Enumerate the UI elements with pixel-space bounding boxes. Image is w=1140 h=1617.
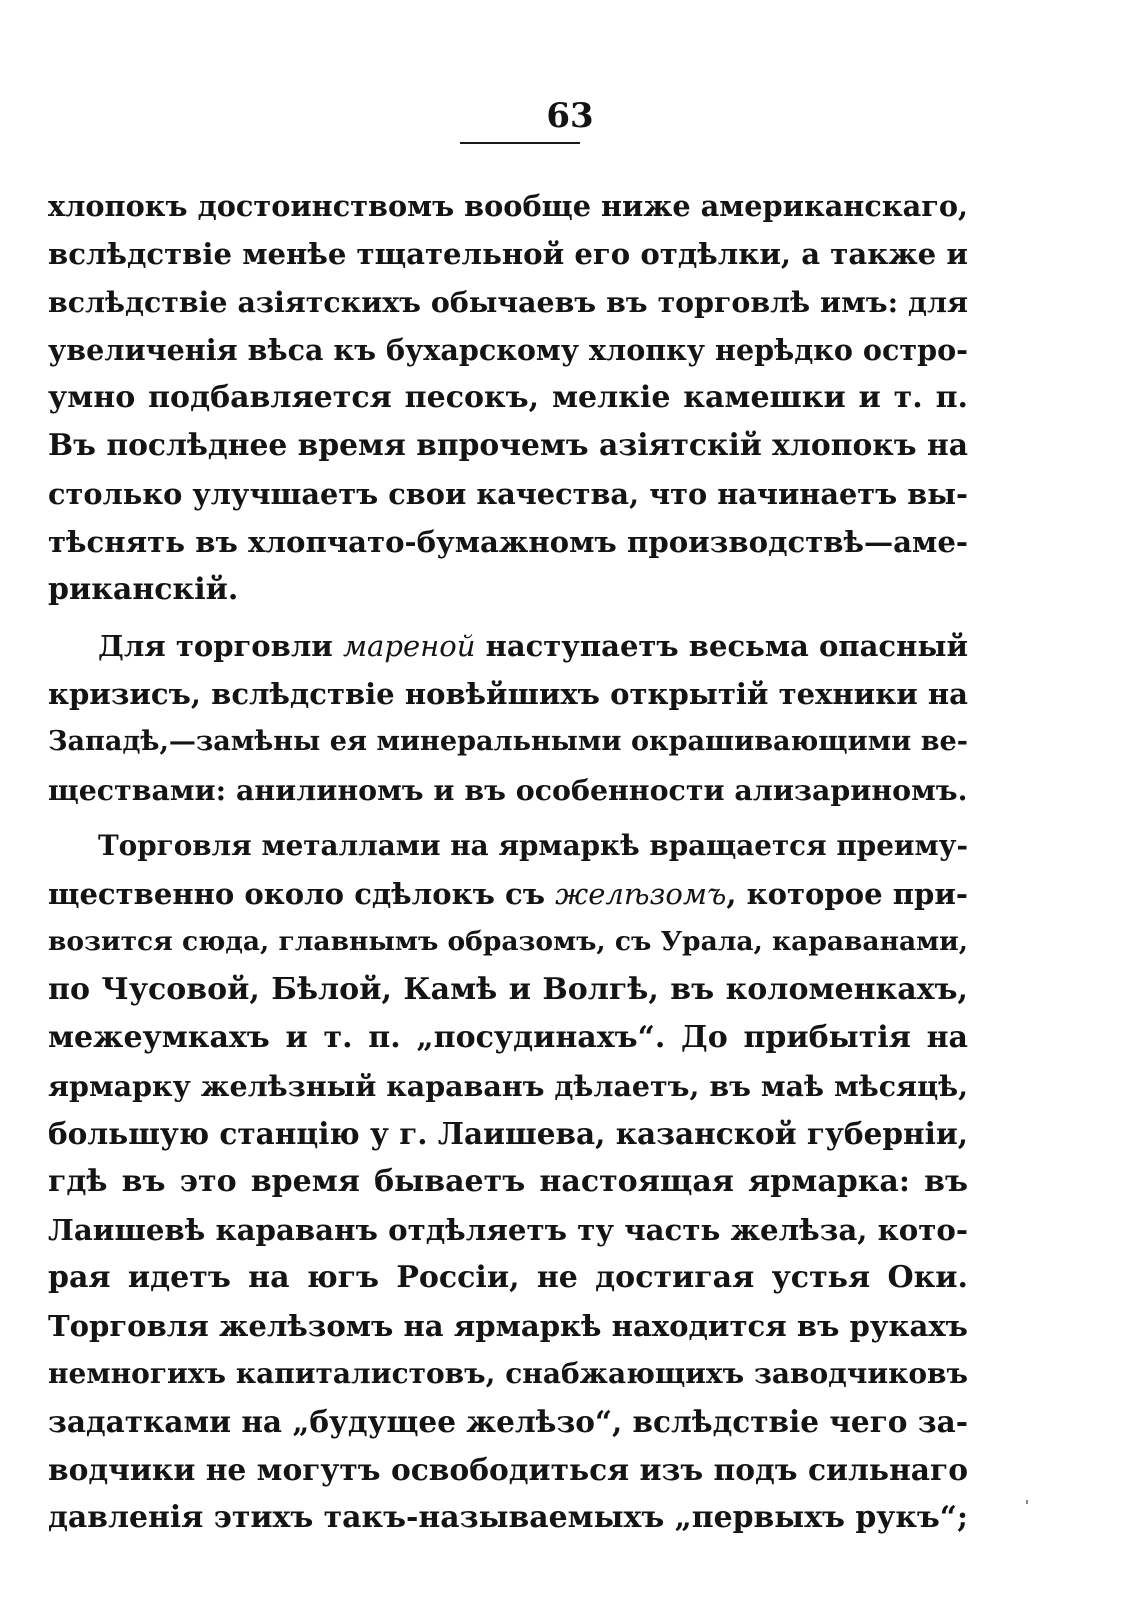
body-text — [48, 182, 968, 1542]
line-text: , которое при- — [726, 877, 968, 911]
text-line: ществами: анилиномъ и въ особенности ализариномъ. — [48, 773, 968, 807]
text-line: задатками на „будущее желѣзо“, вслѣдствіе чего за- — [48, 1404, 968, 1439]
text-line: тѣснять въ хлопчато-бумажномъ производствѣ—аме- — [48, 525, 968, 559]
text-line-paragraph-metals: Торговля металлами на ярмаркѣ вращается преиму- — [98, 829, 968, 862]
text-line: рая идетъ на югъ Россіи, не достигая устья Оки. — [48, 1260, 968, 1295]
text-line: кризисъ, вслѣдствіе новѣйшихъ открытій техники на — [48, 677, 968, 711]
page-number: 63 — [546, 96, 594, 136]
text-line: немногихъ капиталистовъ, снабжающихъ заводчиковъ — [48, 1357, 968, 1390]
text-line: давленія этихъ такъ-называемыхъ „первыхъ рукъ“; — [48, 1500, 968, 1535]
scan-speck — [1026, 1500, 1028, 1504]
text-line: Въ послѣднее время впрочемъ азіятскій хлопокъ на — [48, 428, 968, 463]
text-line: межеумкахъ и т. п. „посудинахъ“. До прибытія на — [48, 1020, 968, 1055]
text-line: возится сюда, главнымъ образомъ, съ Урала, караванами, — [48, 926, 968, 957]
text-line-paragraph-madder — [48, 622, 968, 670]
text-line: увеличенія вѣса къ бухарскому хлопку нерѣдко остро- — [48, 333, 968, 367]
text-line: большую станцію у г. Лаишева, казанской губерніи, — [48, 1116, 968, 1151]
page-number-rule — [460, 142, 580, 144]
text-line: Западѣ,—замѣны ея минеральными окрашивающими ве- — [48, 726, 968, 757]
line-text: наступаетъ весьма опасный — [475, 629, 968, 663]
text-line: по Чусовой, Бѣлой, Камѣ и Волгѣ, въ коломенкахъ, — [48, 972, 968, 1007]
text-line: столько улучшаетъ свои качества, что начинаетъ вы- — [48, 477, 968, 511]
text-line: вслѣдствіе азіятскихъ обычаевъ въ торговлѣ имъ: для — [48, 285, 968, 319]
text-line: водчики не могутъ освободиться изъ подъ сильнаго — [48, 1452, 968, 1487]
text-line: хлопокъ достоинствомъ вообще ниже американскаго, — [48, 189, 968, 223]
text-line: умно подбавляется песокъ, мелкіе камешки и т. п. — [48, 380, 968, 415]
italic-term-madder: мареной — [342, 629, 476, 663]
text-line: риканскій. — [48, 572, 239, 607]
text-line: ярмарку желѣзный караванъ дѣлаетъ, въ маѣ мѣсяцѣ, — [48, 1069, 968, 1103]
italic-term-iron: желѣзомъ — [555, 877, 727, 911]
text-line: Лаишевѣ караванъ отдѣляетъ ту часть желѣза, кото- — [48, 1213, 968, 1247]
text-line: Торговля желѣзомъ на ярмаркѣ находится въ рукахъ — [48, 1309, 968, 1343]
text-line — [48, 870, 968, 918]
line-text: Для торговли — [98, 629, 343, 663]
text-line: гдѣ въ это время бываетъ настоящая ярмарка: въ — [48, 1164, 968, 1199]
line-text: щественно около сдѣлокъ съ — [48, 877, 556, 911]
text-line: вслѣдствіе менѣе тщательной его отдѣлки, а также и — [48, 237, 968, 271]
